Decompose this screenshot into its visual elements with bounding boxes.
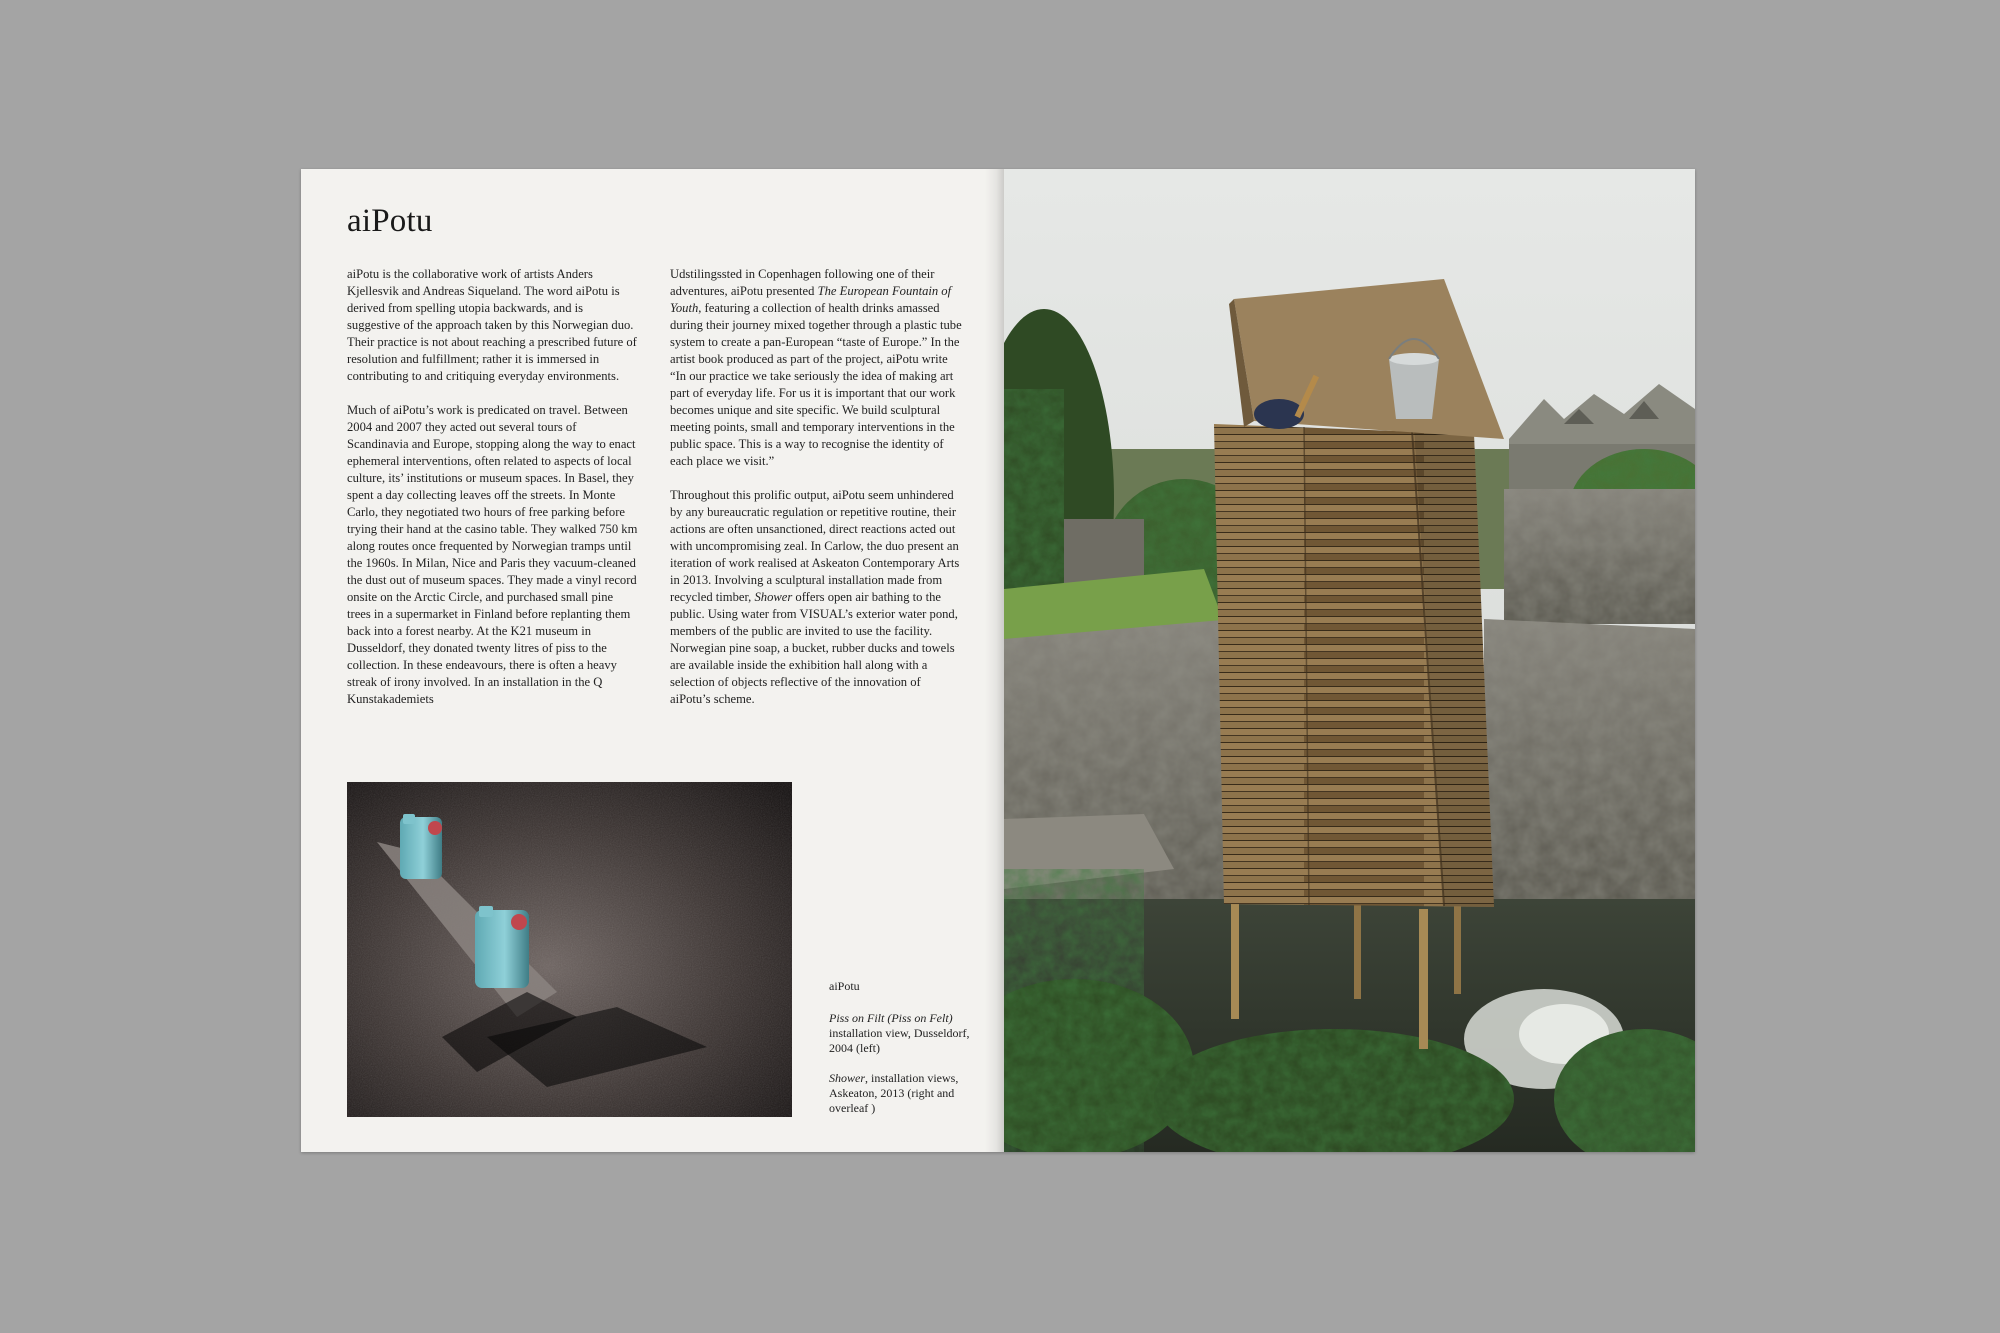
body-paragraph: aiPotu is the collaborative work of artists Anders Kjellesvik and Andreas Siqueland. The word aiPotu is derived from spelling utopia backwards, and is suggestive of the approach taken by this Norwegian duo. Their practice is not about reaching a prescribed future of resolution and fulfillment; rather it is immersed in contributing to and critiquing everyday environments. — [347, 267, 637, 383]
work-title-italic: Shower — [754, 590, 793, 604]
photo-caption — [829, 979, 979, 1131]
work-title-italic: The European Fountain of Youth — [670, 284, 952, 315]
body-paragraph: Throughout this prolific output, aiPotu seem unhindered by any bureaucratic regulation or repetitive routine, their actions are often unsanctioned, direct reactions acted out with uncompromising zeal. In Carlow, the duo present an iteration of work realised at Askeaton Contemporary Arts in 2013. Involving a sculptural installation made from recycled timber, Shower offers open air bathing to the public. Using water from VISUAL’s exterior water pond, members of the public are invited to use the facility. Norwegian pine soap, a bucket, rubber ducks and towels are available inside the exhibition hall along with a selection of objects reflective of the innovation of aiPotu’s scheme. — [670, 488, 960, 706]
body-paragraph: Much of aiPotu’s work is predicated on travel. Between 2004 and 2007 they acted out several tours of Scandinavia and Europe, stopping along the way to enact ephemeral interventions, often related to aspects of local culture, its’ institutions or museum spaces. In Basel, they spent a day collecting leaves off the streets. In Monte Carlo, they negotiated two hours of free parking before trying their hand at the casino table. They walked 750 km along routes once frequented by Norwegian tramps until the 1960s. In Milan, Nice and Paris they vacuum-cleaned the dust out of museum spaces. They made a vinyl record onsite on the Arctic Circle, and purchased small pine trees in a supermarket in Finland before replanting them back into a forest nearby. At the K21 museum in Dusseldorf, they donated twenty litres of piss to the collection. In these endeavours, there is often a heavy streak of irony involved. In an installation in the Q Kunstakademiets — [347, 403, 638, 706]
body-paragraph: Udstilingssted in Copenhagen following one of their adventures, aiPotu presented The European Fountain of Youth, featuring a collection of health drinks amassed during their journey mixed together through a plastic tube system to create a pan-European “taste of Europe.” In the artist book produced as part of the project, aiPotu write “In our practice we take seriously the idea of making art part of everyday life. For us it is important that our work becomes unique and site specific. We build sculptural meeting points, small and temporary interventions in the public space. This is a way to recognise the identity of each place we visit.” — [670, 267, 962, 468]
caption-artist: aiPotu — [829, 979, 860, 993]
magazine-spread — [301, 169, 1695, 1152]
page-gutter-shadow — [985, 169, 1004, 1152]
caption-work-1: Piss on Filt (Piss on Felt) installation view, Dusseldorf, 2004 (left) — [829, 1011, 970, 1055]
article-column-2 — [670, 266, 962, 725]
article-title: aiPotu — [347, 203, 433, 239]
caption-work-2: Shower, installation views, Askeaton, 2013 (right and overleaf ) — [829, 1071, 959, 1115]
piss-on-felt-photo — [347, 782, 792, 1117]
left-page — [301, 169, 1004, 1152]
shower-installation-photo — [1004, 169, 1695, 1152]
article-column-1 — [347, 266, 639, 725]
